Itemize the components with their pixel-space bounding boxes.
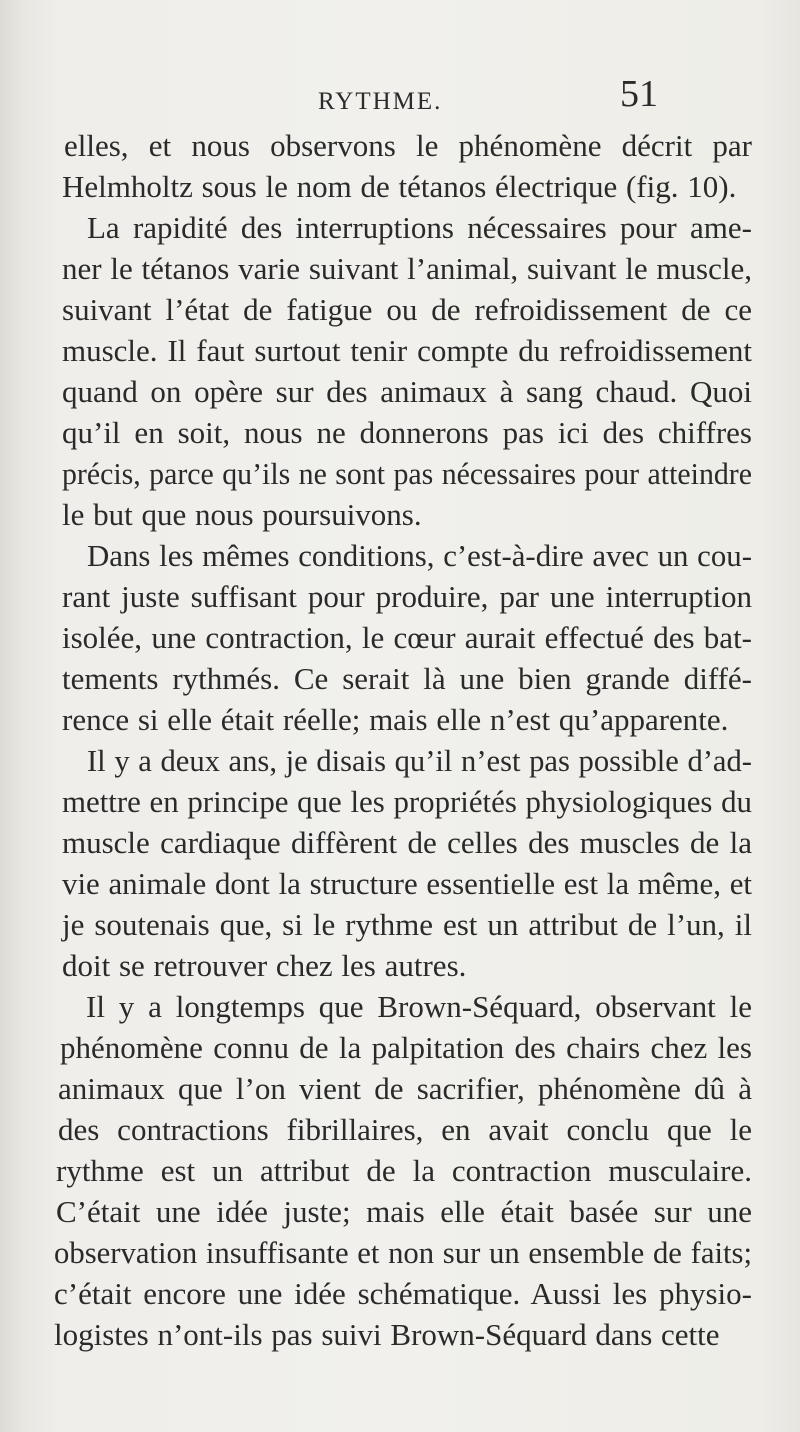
text-line: observation insuffisante et non sur un ensemble de faits;	[54, 1235, 752, 1270]
text-line: Il y a deux ans, je disais qu’il n’est pas possible d’ad-	[87, 743, 752, 778]
text-line: La rapidité des interruptions nécessaires pour ame-	[87, 210, 752, 245]
text-line: quand on opère sur des animaux à sang chaud. Quoi	[62, 374, 752, 409]
text-line: précis, parce qu’ils ne sont pas nécessaires pour atteindre	[62, 456, 752, 491]
text-line: je soutenais que, si le rythme est un attribut de l’un, il	[62, 907, 752, 942]
text-line: suivant l’état de fatigue ou de refroidissement de ce	[62, 292, 752, 327]
text-line: le but que nous poursuivons.	[62, 497, 422, 532]
text-line: elles, et nous observons le phénomène décrit par	[64, 128, 752, 163]
page-header	[0, 68, 800, 115]
text-line: logistes n’ont-ils pas suivi Brown-Séquard dans cette	[54, 1317, 720, 1352]
text-line: C’était une idée juste; mais elle était basée sur une	[56, 1194, 752, 1229]
text-line: c’était encore une idée schématique. Aussi les physio-	[54, 1276, 752, 1311]
text-line: vie animale dont la structure essentielle est la même, et	[62, 866, 752, 901]
text-line: Dans les mêmes conditions, c’est-à-dire avec un cou-	[87, 538, 752, 573]
text-line: tements rythmés. Ce serait là une bien grande diffé-	[62, 661, 752, 696]
text-line: Helmholtz sous le nom de tétanos électrique (fig. 10).	[62, 169, 737, 204]
text-line: ner le tétanos varie suivant l’animal, suivant le muscle,	[62, 251, 752, 286]
text-line: qu’il en soit, nous ne donnerons pas ici des chiffres	[62, 415, 752, 450]
text-line: mettre en principe que les propriétés physiologiques du	[62, 784, 752, 819]
text-line: phénomène connu de la palpitation des chairs chez les	[60, 1030, 752, 1065]
text-line: des contractions fibrillaires, en avait conclu que le	[58, 1112, 752, 1147]
text-line: muscle cardiaque diffèrent de celles des muscles de la	[62, 825, 752, 860]
text-line: isolée, une contraction, le cœur aurait effectué des bat-	[62, 620, 752, 655]
text-line: rence si elle était réelle; mais elle n’est qu’apparente.	[62, 702, 729, 737]
page-number: 51	[620, 73, 658, 115]
text-line: rythme est un attribut de la contraction musculaire.	[56, 1153, 752, 1188]
text-line: doit se retrouver chez les autres.	[62, 948, 467, 983]
running-head: RYTHME.	[318, 88, 443, 115]
text-line: rant juste suffisant pour produire, par une interruption	[62, 579, 752, 614]
text-line: Il y a longtemps que Brown-Séquard, observant le	[86, 989, 752, 1024]
text-line: muscle. Il faut surtout tenir compte du refroidissement	[62, 333, 752, 368]
text-line: animaux que l’on vient de sacrifier, phénomène dû à	[58, 1071, 752, 1106]
